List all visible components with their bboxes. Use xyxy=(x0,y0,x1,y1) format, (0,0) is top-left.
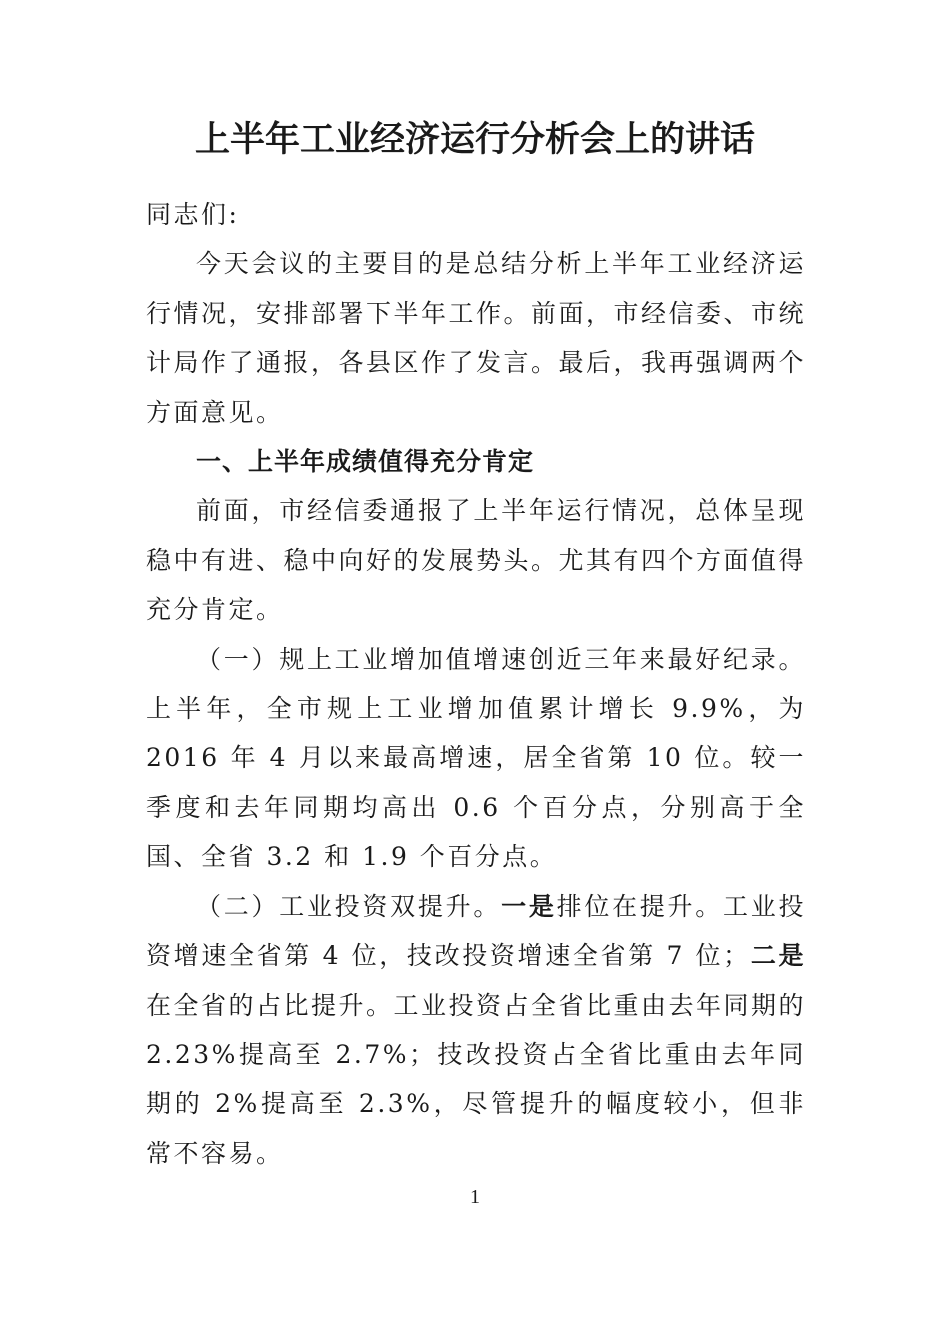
paragraph-industrial-growth: （一）规上工业增加值增速创近三年来最好纪录。上半年，全市规上工业增加值累计增长 9.9%，为 2016 年 4 月以来最高增速，居全省第 10 位。较一季度和去年同期均高出 0.6 个百分点，分别高于全国、全省 3.2 和 1.9 个百分点。 xyxy=(146,644,806,872)
page-number: 1 xyxy=(470,1186,480,1208)
point-one-label: 一是 xyxy=(501,891,557,921)
salutation: 同志们: xyxy=(146,200,240,229)
paragraph-intro: 今天会议的主要目的是总结分析上半年工业经济运行情况，安排部署下半年工作。前面，市经信委、市统计局作了通报，各县区作了发言。最后，我再强调两个方面意见。 xyxy=(146,249,807,427)
paragraph-investment xyxy=(146,882,806,1178)
point-two-text: 在全省的占比提升。工业投资占全省比重由去年同期的 2.23%提高至 2.7%；技改投资占全省比重由去年同期的 2%提高至 2.3%，尽管提升的幅度较小，但非常不容易。 xyxy=(146,990,807,1168)
point-one-text: 排位在提升。工业投资增速全省第 4 位，技改投资增速全省第 7 位； xyxy=(146,891,806,971)
section-heading-1: 一、上半年成绩值得充分肯定 xyxy=(196,447,535,477)
investment-lead: （二）工业投资双提升。 xyxy=(196,891,502,921)
document-title: 上半年工业经济运行分析会上的讲话 xyxy=(194,120,755,160)
document-body xyxy=(146,190,806,1178)
point-two-label: 二是 xyxy=(750,941,806,971)
paragraph-overview: 前面，市经信委通报了上半年运行情况，总体呈现稳中有进、稳中向好的发展势头。尤其有四个方面值得充分肯定。 xyxy=(146,496,807,625)
